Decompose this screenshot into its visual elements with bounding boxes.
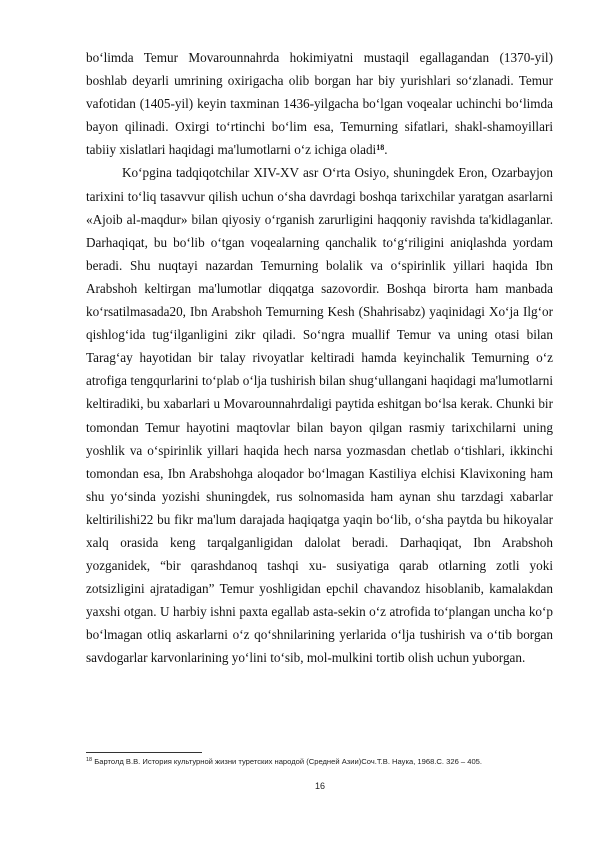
footnote-reference[interactable]: 18 bbox=[376, 143, 385, 153]
page-number: 16 bbox=[314, 781, 325, 791]
footnote-divider bbox=[86, 752, 202, 753]
main-text bbox=[86, 46, 553, 670]
paragraph-1-end: . bbox=[384, 142, 388, 158]
footnote-number: 18 bbox=[86, 757, 93, 763]
paragraph-2: Ko‘pgina tadqiqotchilar XIV-XV asr O‘rta Osiyo, shuningdek Eron, Ozarbayjon tarixini to‘liq tasavvur qilish uchun o‘sha davrdagi boshqa tarixchilar yaratgan asarlarni «Ajoib al-maqdur» bilan qiyosiy o‘rganish zarurligini haqqoniy ravishda ta'kidlaganlar. Darhaqiqat, bu bo‘lib o‘tgan voqealarning qanchalik to‘g‘riligini aniqlashda yordam beradi. Shu nuqtayi nazardan Temurning bolalik va o‘spirinlik yillari haqida Ibn Arabshoh keltirgan ma'lumotlar diqqatga sazovordir. Boshqa birorta ham manbada ko‘rsatilmasada20, Ibn Arabshoh Temurning Kesh (Shahrisabz) yaqinidagi Xo‘ja Ilg‘or qishlog‘ida tug‘ilganligini zikr qiladi. So‘ngra muallif Temur va uning otasi bilan Tarag‘ay hayotidan bir talay rivoyatlar keltiradi hamda keyinchalik Temurning o‘z atrofiga tengqurlarini to‘plab o‘lja tushirish bilan shug‘ullangani haqidagi ma'lumotlarni keltiradiki, bu xabarlari u Movarounnahrdaligi paytida eshitgan bo‘lsa kerak. Chunki bir tomondan Temur hayotini maqtovlar bilan bayon qilgan rasmiy tarixchilarni uning yoshlik va o‘spirinlik yillari haqida hech narsa yozmasdan chetlab o‘tishlari, ikkinchi tomondan esa, Ibn Arabshohga aloqador bo‘lmagan Kastiliya elchisi Klavixoning ham shu yo‘sinda yozishi shuningdek, rus solnomasida ham aynan shu tarzdagi xabarlar keltirilishi22 bu fikr ma'lum darajada haqiqatga yaqin bo‘lib, o‘sha paytda bu hikoyalar xalq orasida keng tarqalganligidan dalolat beradi. Darhaqiqat, Ibn Arabshoh yozganidek, “bir qarashdanoq tashqi xu- susiyatiga qarab otlarning zotli yoki zotsizligini ajratadigan” Temur yoshligidan epchil chavandoz hisoblanib, kamalakdan yaxshi otgan. U harbiy ishni paxta egallab asta-sekin o‘z atrofida to‘plangan uncha ko‘p bo‘lmagan otliq askarlarni o‘z qo‘shnilarining yerlarida o‘lja tushirish va o‘tib borgan savdogarlar karvonlarining yo‘lini to‘sib, mol-mulkini tortib olish uchun yuborgan. bbox=[86, 165, 553, 666]
paragraph-1 bbox=[86, 46, 553, 161]
paragraph-1-text: bo‘limda Temur Movarounnahrda hokimiyatni mustaqil egallagandan (1370-yil) boshlab deyarli umrining oxirigacha olib borgan har biy yurishlari so‘zlanadi. Temur vafotidan (1405-yil) keyin taxminan 1436-yilgacha bo‘lgan voqealar uchinchi bo‘limda bayon qilinadi. Oxirgi to‘rtinchi bo‘lim esa, Temurning sifatlari, shakl-shamoyillari tabiiy xislatlari haqidagi ma'lumotlarni o‘z ichiga oladi bbox=[86, 50, 553, 158]
footnote-text: Бартолд В.В. История культурной жизни туретских народой (Средней Азии)Соч.Т.В. Наука, 1968.С. 326 – 405. bbox=[92, 757, 483, 766]
footnote bbox=[86, 756, 553, 767]
